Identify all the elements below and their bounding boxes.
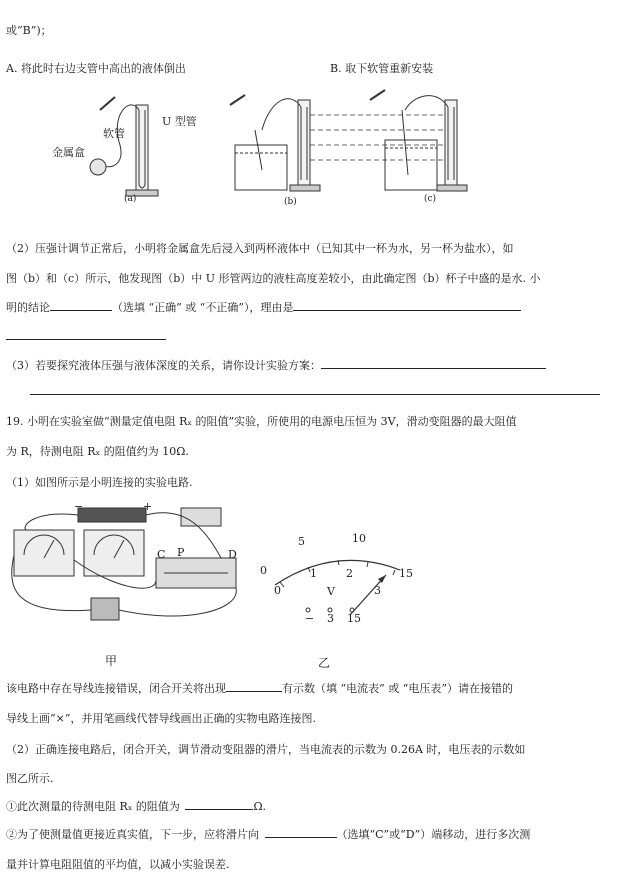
- apparatus-b: [230, 95, 320, 191]
- q2-line1: （2）压强计调节正常后，小明将金属盒先后浸入到两杯液体中（已知其中一杯为水，另一杯为盐水），如: [6, 242, 514, 255]
- apparatus-a: [90, 97, 158, 196]
- scale-inner-0: 0: [274, 584, 281, 597]
- apparatus-c: [370, 90, 467, 191]
- p1-text1: 该电路中存在导线连接错误，闭合开关将出现: [6, 682, 226, 695]
- voltmeter-symbol: V: [327, 585, 335, 598]
- p1-text2: 有示数（填 “电流表” 或 “电压表”）请在接错的: [282, 682, 513, 695]
- q2-blank-conclusion[interactable]: [50, 299, 112, 311]
- p4-line: 图乙所示.: [6, 772, 54, 785]
- scale-outer-5: 5: [298, 535, 305, 548]
- q2-line2: 图（b）和（c）所示，他发现图（b）中 U 形管两边的液柱高度差较小，由此确定图（b）杯子中盛的是水. 小: [6, 272, 541, 285]
- p1-blank-meter[interactable]: [226, 680, 282, 692]
- q19-line1: 19. 小明在实验室做“测量定值电阻 Rₓ 的阻值”实验，所使用的电源电压恒为 3V，滑动变阻器的最大阻值: [6, 415, 517, 428]
- label-a: (a): [124, 194, 137, 204]
- terminal-3: 3: [327, 612, 334, 625]
- scale-outer-15: 15: [399, 567, 413, 580]
- p2-line: 导线上画“×”，并用笔画线代替导线画出正确的实物电路连接图.: [6, 712, 316, 725]
- q3-line: [6, 357, 546, 373]
- label-yi: 乙: [318, 656, 331, 670]
- label-u-tube: U 型管: [162, 115, 197, 128]
- p5-line: [6, 798, 266, 814]
- rheostat-p: P: [177, 546, 185, 559]
- q3-blank-cont[interactable]: [30, 383, 600, 395]
- option-a: A. 将此时右边支管中高出的液体倒出: [6, 62, 186, 75]
- p7-line: 量并计算电阻阻值的平均值，以减小实验误差.: [6, 858, 230, 871]
- circuit-figure-jia: [6, 500, 256, 630]
- rheostat-d: D: [228, 548, 237, 561]
- scale-inner-3: 3: [374, 584, 381, 597]
- p6-line: [6, 826, 530, 842]
- q3-text: （3）若要探究液体压强与液体深度的关系，请你设计实验方案：: [6, 359, 321, 372]
- scale-outer-0: 0: [260, 564, 267, 577]
- q19-line3: （1）如图所示是小明连接的实验电路.: [6, 476, 193, 489]
- p5-blank-resistance[interactable]: [185, 798, 253, 810]
- p5-text2: Ω.: [253, 800, 267, 813]
- scale-inner-2: 2: [346, 567, 353, 580]
- pressure-gauge-figure: [40, 85, 480, 210]
- label-b: (b): [284, 197, 297, 207]
- p6-text1: ②为了使测量值更接近真实值，下一步，应将滑片向: [6, 828, 259, 841]
- scale-outer-10: 10: [352, 532, 366, 545]
- p1-line: [6, 680, 513, 696]
- q2-line3-text2: （选填 “正确” 或 “不正确”），理由是: [112, 301, 294, 314]
- p6-text2: （选填“C”或“D”）端移动，进行多次测: [336, 828, 531, 841]
- terminal-15: 15: [347, 612, 361, 625]
- p6-blank-direction[interactable]: [265, 826, 337, 838]
- scale-inner-1: 1: [310, 567, 317, 580]
- label-metal-box: 金属盒: [52, 146, 85, 159]
- option-b: B. 取下软管重新安装: [330, 62, 434, 75]
- label-c: (c): [424, 194, 437, 204]
- q3-blank[interactable]: [321, 357, 546, 369]
- battery-minus: −: [74, 500, 84, 513]
- p5-text1: ①此次测量的待测电阻 Rₓ 的阻值为: [6, 800, 180, 813]
- q2-line3: [6, 299, 521, 315]
- battery-plus: +: [143, 500, 153, 513]
- q2-blank-reason-cont[interactable]: [6, 328, 166, 340]
- rheostat-c: C: [157, 548, 166, 561]
- q19-line2: 为 R，待测电阻 Rₓ 的阻值约为 10Ω.: [6, 445, 189, 458]
- label-jia: 甲: [105, 654, 118, 668]
- voltmeter-figure-yi: [260, 535, 420, 625]
- q2-line3-text1: 明的结论: [6, 301, 50, 314]
- label-hose: 软管: [103, 127, 125, 140]
- terminal-minus: −: [305, 612, 315, 625]
- q2-blank-reason[interactable]: [293, 299, 521, 311]
- p3-line: （2）正确连接电路后，闭合开关，调节滑动变阻器的滑片，当电流表的示数为 0.26A 时，电压表的示数如: [6, 743, 526, 756]
- line-prev-answer: 或“B”)；: [6, 24, 52, 37]
